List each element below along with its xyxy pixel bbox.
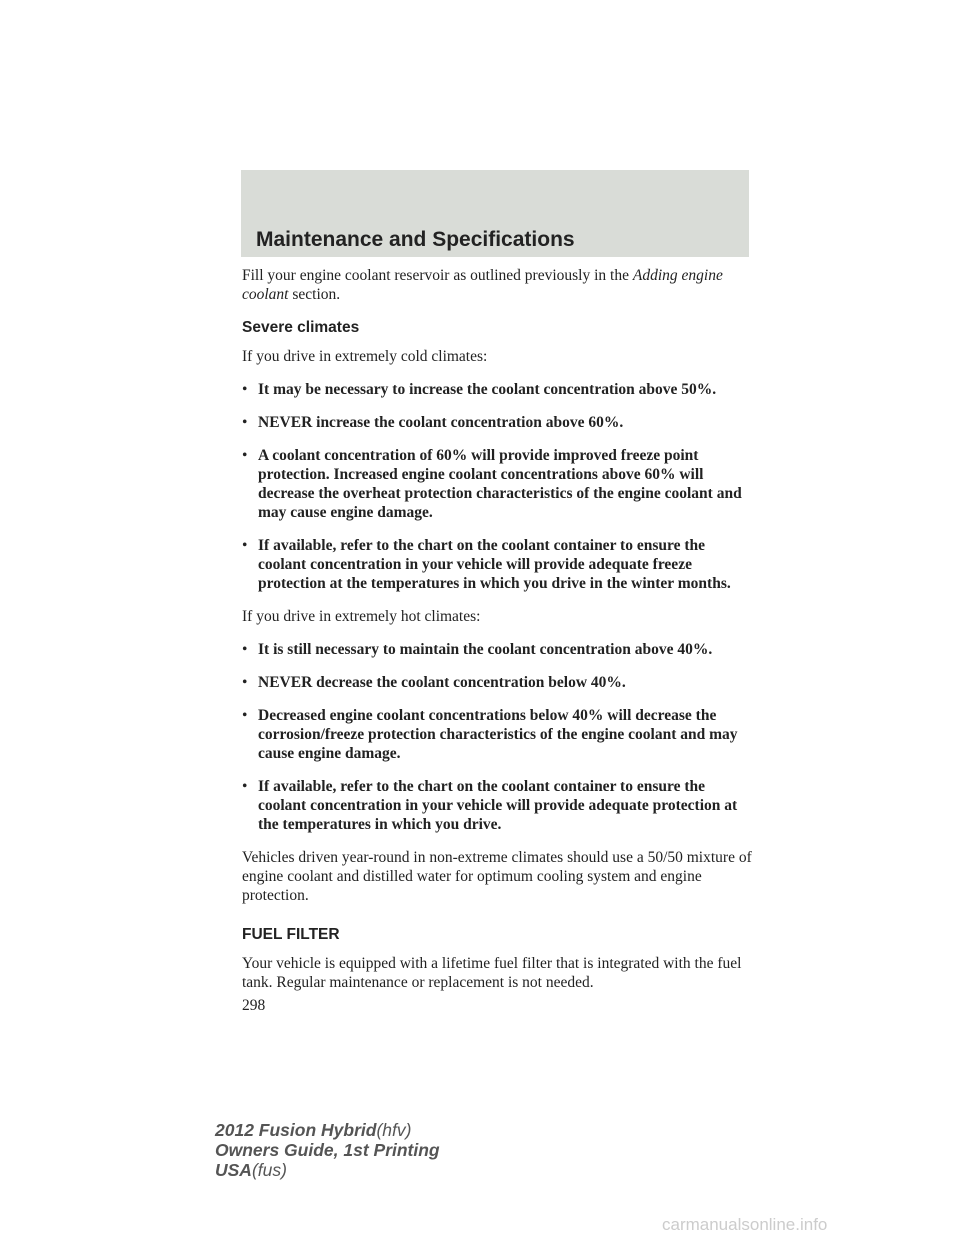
- footer-printing: Owners Guide, 1st Printing: [215, 1140, 440, 1160]
- list-item: • NEVER decrease the coolant concentration below 40%.: [242, 674, 626, 691]
- bullet-icon: •: [242, 674, 248, 691]
- list-item: • NEVER increase the coolant concentration above 60%.: [242, 414, 624, 431]
- severe-climates-heading: Severe climates: [242, 319, 360, 336]
- bullet-icon: •: [242, 707, 248, 724]
- bullet-icon: •: [242, 778, 248, 795]
- hot-climates-intro: If you drive in extremely hot climates:: [242, 608, 481, 625]
- footer-market: USA: [215, 1160, 252, 1180]
- cold-climates-list: [242, 380, 754, 593]
- bullet-icon: •: [242, 381, 248, 398]
- list-item: • If available, refer to the chart on the coolant container to ensure the coolant concentration in your vehicle will provide adequate protection at the temperatures in which you drive.: [242, 778, 738, 833]
- intro-paragraph: [242, 266, 754, 304]
- footer-model: 2012 Fusion Hybrid: [215, 1120, 377, 1140]
- list-item: • If available, refer to the chart on the coolant container to ensure the coolant concentration in your vehicle will provide adequate freeze protection at the temperatures in which you drive in the winter months.: [242, 537, 731, 592]
- bullet-icon: •: [242, 641, 248, 658]
- list-item: • It may be necessary to increase the coolant concentration above 50%.: [242, 381, 717, 398]
- watermark: carmanualsonline.info: [662, 1215, 828, 1234]
- list-item: • A coolant concentration of 60% will provide improved freeze point protection. Increased engine coolant concentrations above 60% will decrease the overheat protection characteristics of the engine coolant and may cause engine damage.: [242, 447, 742, 521]
- page-content: [242, 266, 754, 1015]
- section-title: Maintenance and Specifications: [256, 228, 575, 251]
- list-item: • It is still necessary to maintain the coolant concentration above 40%.: [242, 641, 713, 658]
- footer-market-code: (fus): [251, 1160, 287, 1180]
- document-footer: [215, 1120, 440, 1180]
- fuel-filter-text: Your vehicle is equipped with a lifetime fuel filter that is integrated with the fuel tank. Regular maintenance or replacement is not needed.: [242, 955, 742, 991]
- intro-text: Fill your engine coolant reservoir as outlined previously in the: [242, 267, 629, 284]
- hot-climates-list: [242, 640, 754, 834]
- cold-climates-intro: If you drive in extremely cold climates:: [242, 348, 488, 365]
- page-number: 298: [242, 997, 266, 1014]
- intro-text-end: section.: [292, 286, 341, 303]
- bullet-icon: •: [242, 447, 248, 464]
- fuel-filter-heading: FUEL FILTER: [242, 926, 340, 943]
- climate-summary: Vehicles driven year-round in non-extreme climates should use a 50/50 mixture of engine coolant and distilled water for optimum cooling system and engine protection.: [242, 849, 752, 904]
- footer-model-code: (hfv): [376, 1120, 412, 1140]
- bullet-icon: •: [242, 537, 248, 554]
- list-item: • Decreased engine coolant concentrations below 40% will decrease the corrosion/freeze protection characteristics of the engine coolant and may cause engine damage.: [242, 707, 738, 762]
- bullet-icon: •: [242, 414, 248, 431]
- adding-coolant-reference: Adding engine coolant: [242, 267, 723, 303]
